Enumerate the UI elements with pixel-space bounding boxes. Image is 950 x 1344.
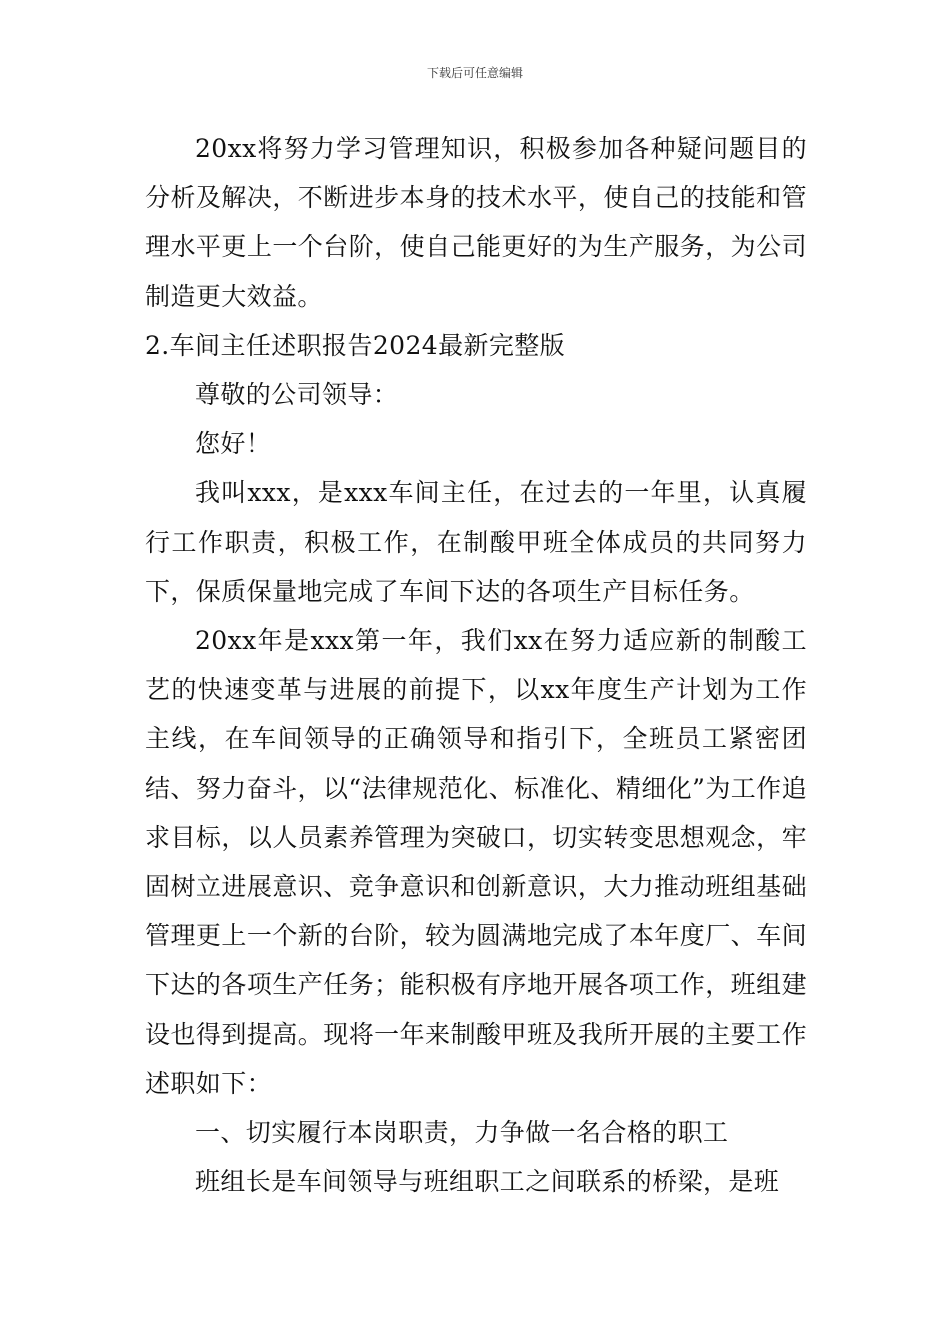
paragraph-closing-goals: 20xx将努力学习管理知识，积极参加各种疑问题目的分析及解决，不断进步本身的技术水平，使自己的技能和管理水平更上一个台阶，使自己能更好的为生产服务，为公司制造更大效益。	[145, 134, 807, 311]
subsection-heading-duties: 一、切实履行本岗职责，力争做一名合格的职工	[195, 1118, 729, 1148]
document-body	[145, 124, 807, 1206]
salutation: 尊敬的公司领导：	[195, 380, 399, 410]
page-header: 下载后可任意编辑	[426, 66, 523, 80]
paragraph-annual-summary: 20xx年是xxx第一年，我们xx在努力适应新的制酸工艺的快速变革与进展的前提下，以xx年度生产计划为工作主线，在车间领导的正确领导和指引下，全班员工紧密团结、努力奋斗，以“法律规范化、标准化、精细化”为工作追求目标，以人员素养管理为突破口，切实转变思想观念，牢固树立进展意识、竞争意识和创新意识，大力推动班组基础管理更上一个新的台阶，较为圆满地完成了本年度厂、车间下达的各项生产任务；能积极有序地开展各项工作，班组建设也得到提高。现将一年来制酸甲班及我所开展的主要工作述职如下：	[145, 626, 807, 1098]
paragraph-team-leader: 班组长是车间领导与班组职工之间联系的桥梁，是班	[195, 1167, 780, 1197]
paragraph-introduction: 我叫xxx，是xxx车间主任，在过去的一年里，认真履行工作职责，积极工作，在制酸甲班全体成员的共同努力下，保质保量地完成了车间下达的各项生产目标任务。	[145, 478, 807, 606]
section-heading-report: 2.车间主任述职报告2024最新完整版	[145, 330, 566, 360]
greeting: 您好！	[195, 429, 272, 459]
